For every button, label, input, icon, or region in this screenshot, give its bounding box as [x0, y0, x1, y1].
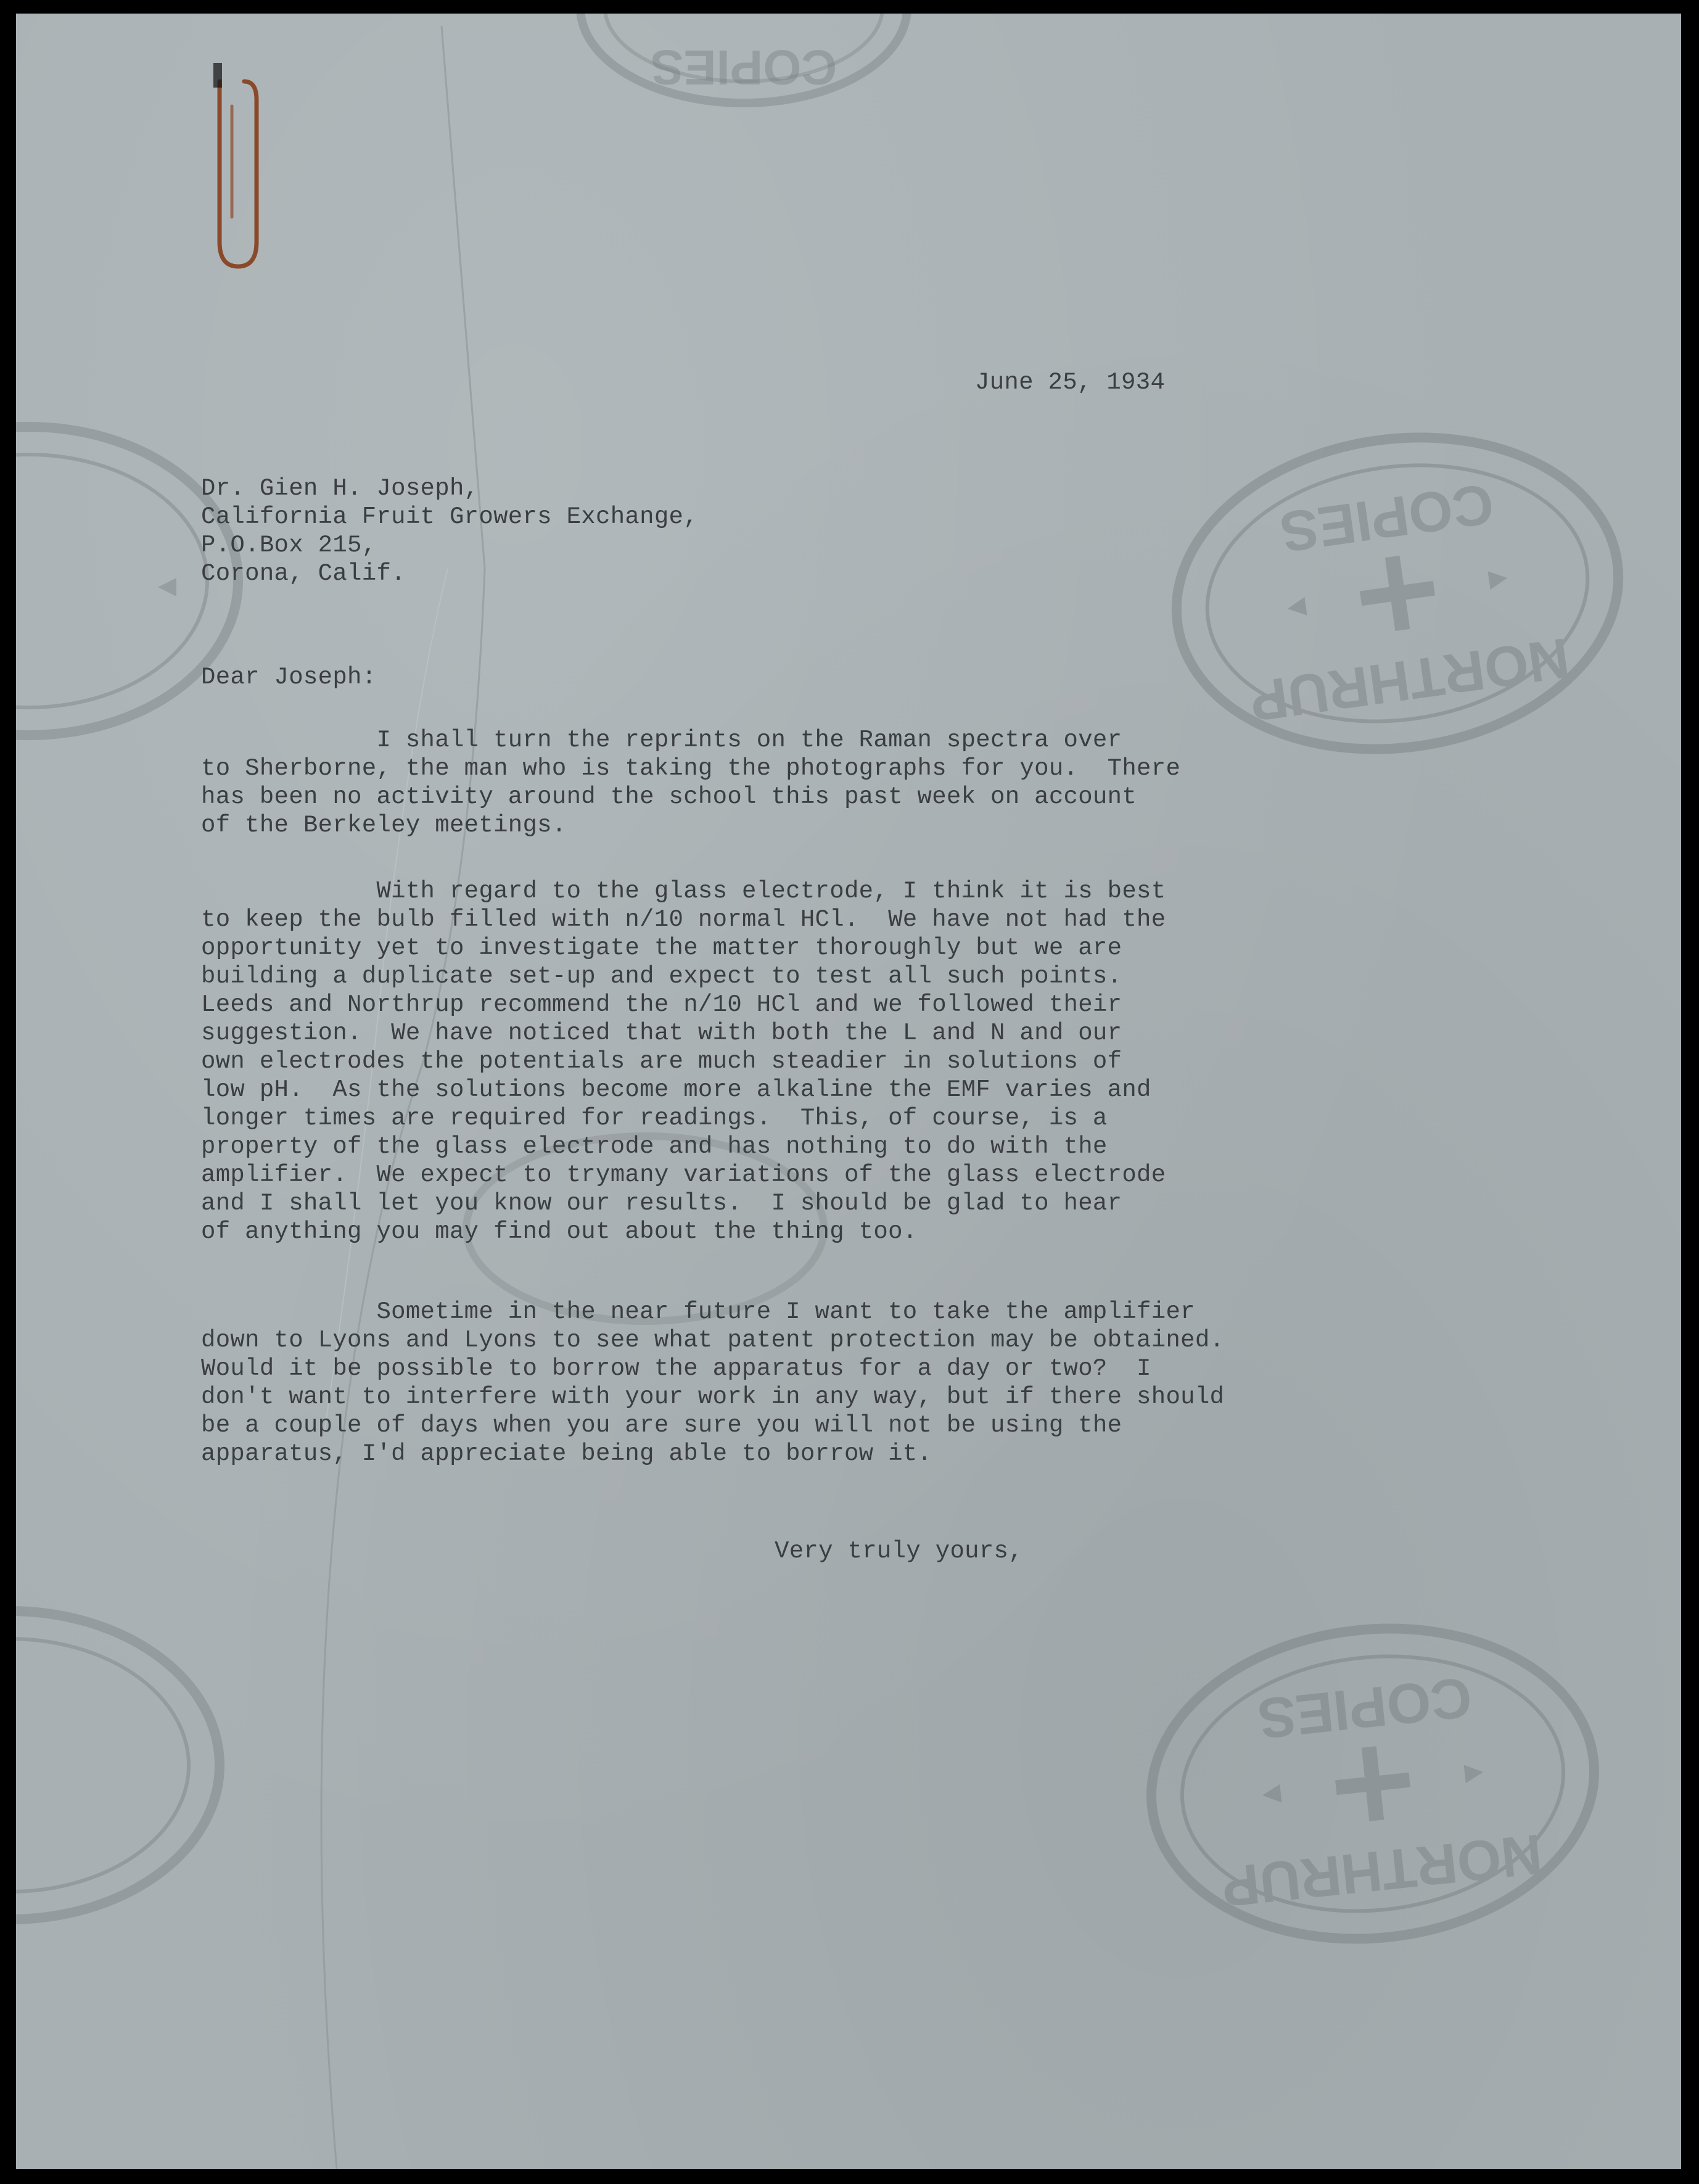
paragraph-line: suggestion. We have noticed that with both the L and N and our [201, 1020, 1122, 1047]
paragraph-line: I shall turn the reprints on the Raman spectra over [201, 727, 1122, 754]
watermark-stamp-copies-text-lower: COPIES [1254, 1665, 1475, 1750]
recipient-address [201, 474, 698, 588]
paragraph-line: to Sherborne, the man who is taking the photographs for you. There [201, 755, 1181, 782]
watermark-stamp-top-text: COPIES [650, 40, 837, 95]
watermark-stamp-brand-text-lower: NORTHRUP [1219, 1822, 1545, 1919]
paragraph-line: Would it be possible to borrow the apparatus for a day or two? I [201, 1355, 1151, 1382]
paragraph-line: don't want to interfere with your work in any way, but if there should [201, 1383, 1225, 1411]
watermark-stamp-brand-text: NORTHRUP [1246, 625, 1573, 733]
paragraph-line: With regard to the glass electrode, I think it is best [201, 878, 1166, 905]
salutation: Dear Joseph: [201, 664, 377, 691]
paragraph-line: low pH. As the solutions become more alkaline the EMF varies and [201, 1076, 1151, 1103]
paragraph-line: amplifier. We expect to trymany variations of the glass electrode [201, 1161, 1166, 1189]
address-line: Corona, Calif. [201, 560, 406, 587]
paragraph-line: longer times are required for readings. This, of course, is a [201, 1105, 1108, 1132]
letter-page [16, 14, 1681, 2169]
letter-date: June 25, 1934 [975, 369, 1166, 396]
paragraph-line: of the Berkeley meetings. [201, 812, 567, 839]
address-line: P.O.Box 215, [201, 532, 377, 559]
paragraph-line: be a couple of days when you are sure you will not be using the [201, 1412, 1122, 1439]
paragraph-line: building a duplicate set-up and expect to test all such points. [201, 963, 1122, 990]
paragraph-reprints [201, 726, 1180, 839]
paragraph-line: down to Lyons and Lyons to see what patent protection may be obtained. [201, 1327, 1225, 1354]
paragraph-line: has been no activity around the school this past week on account [201, 783, 1137, 810]
paragraph-line: opportunity yet to investigate the matter thoroughly but we are [201, 934, 1122, 962]
address-line: Dr. Gien H. Joseph, [201, 475, 479, 502]
paragraph-line: property of the glass electrode and has nothing to do with the [201, 1133, 1108, 1160]
address-line: California Fruit Growers Exchange, [201, 503, 698, 530]
paragraph-glass-electrode [201, 877, 1166, 1246]
paragraph-line: Sometime in the near future I want to take the amplifier [201, 1298, 1195, 1325]
paragraph-line: apparatus, I'd appreciate being able to borrow it. [201, 1440, 932, 1467]
paragraph-line: own electrodes the potentials are much steadier in solutions of [201, 1048, 1122, 1075]
closing: Very truly yours, [775, 1538, 1023, 1565]
paragraph-line: to keep the bulb filled with n/10 normal HCl. We have not had the [201, 906, 1166, 933]
letter-body [16, 14, 1681, 2169]
paragraph-amplifier [201, 1298, 1224, 1468]
paragraph-line: of anything you may find out about the thing too. [201, 1218, 918, 1245]
paragraph-line: and I shall let you know our results. I should be glad to hear [201, 1190, 1122, 1217]
paragraph-line: Leeds and Northrup recommend the n/10 HCl and we followed their [201, 991, 1122, 1018]
watermark-stamp-copies-text: COPIES [1276, 471, 1497, 564]
